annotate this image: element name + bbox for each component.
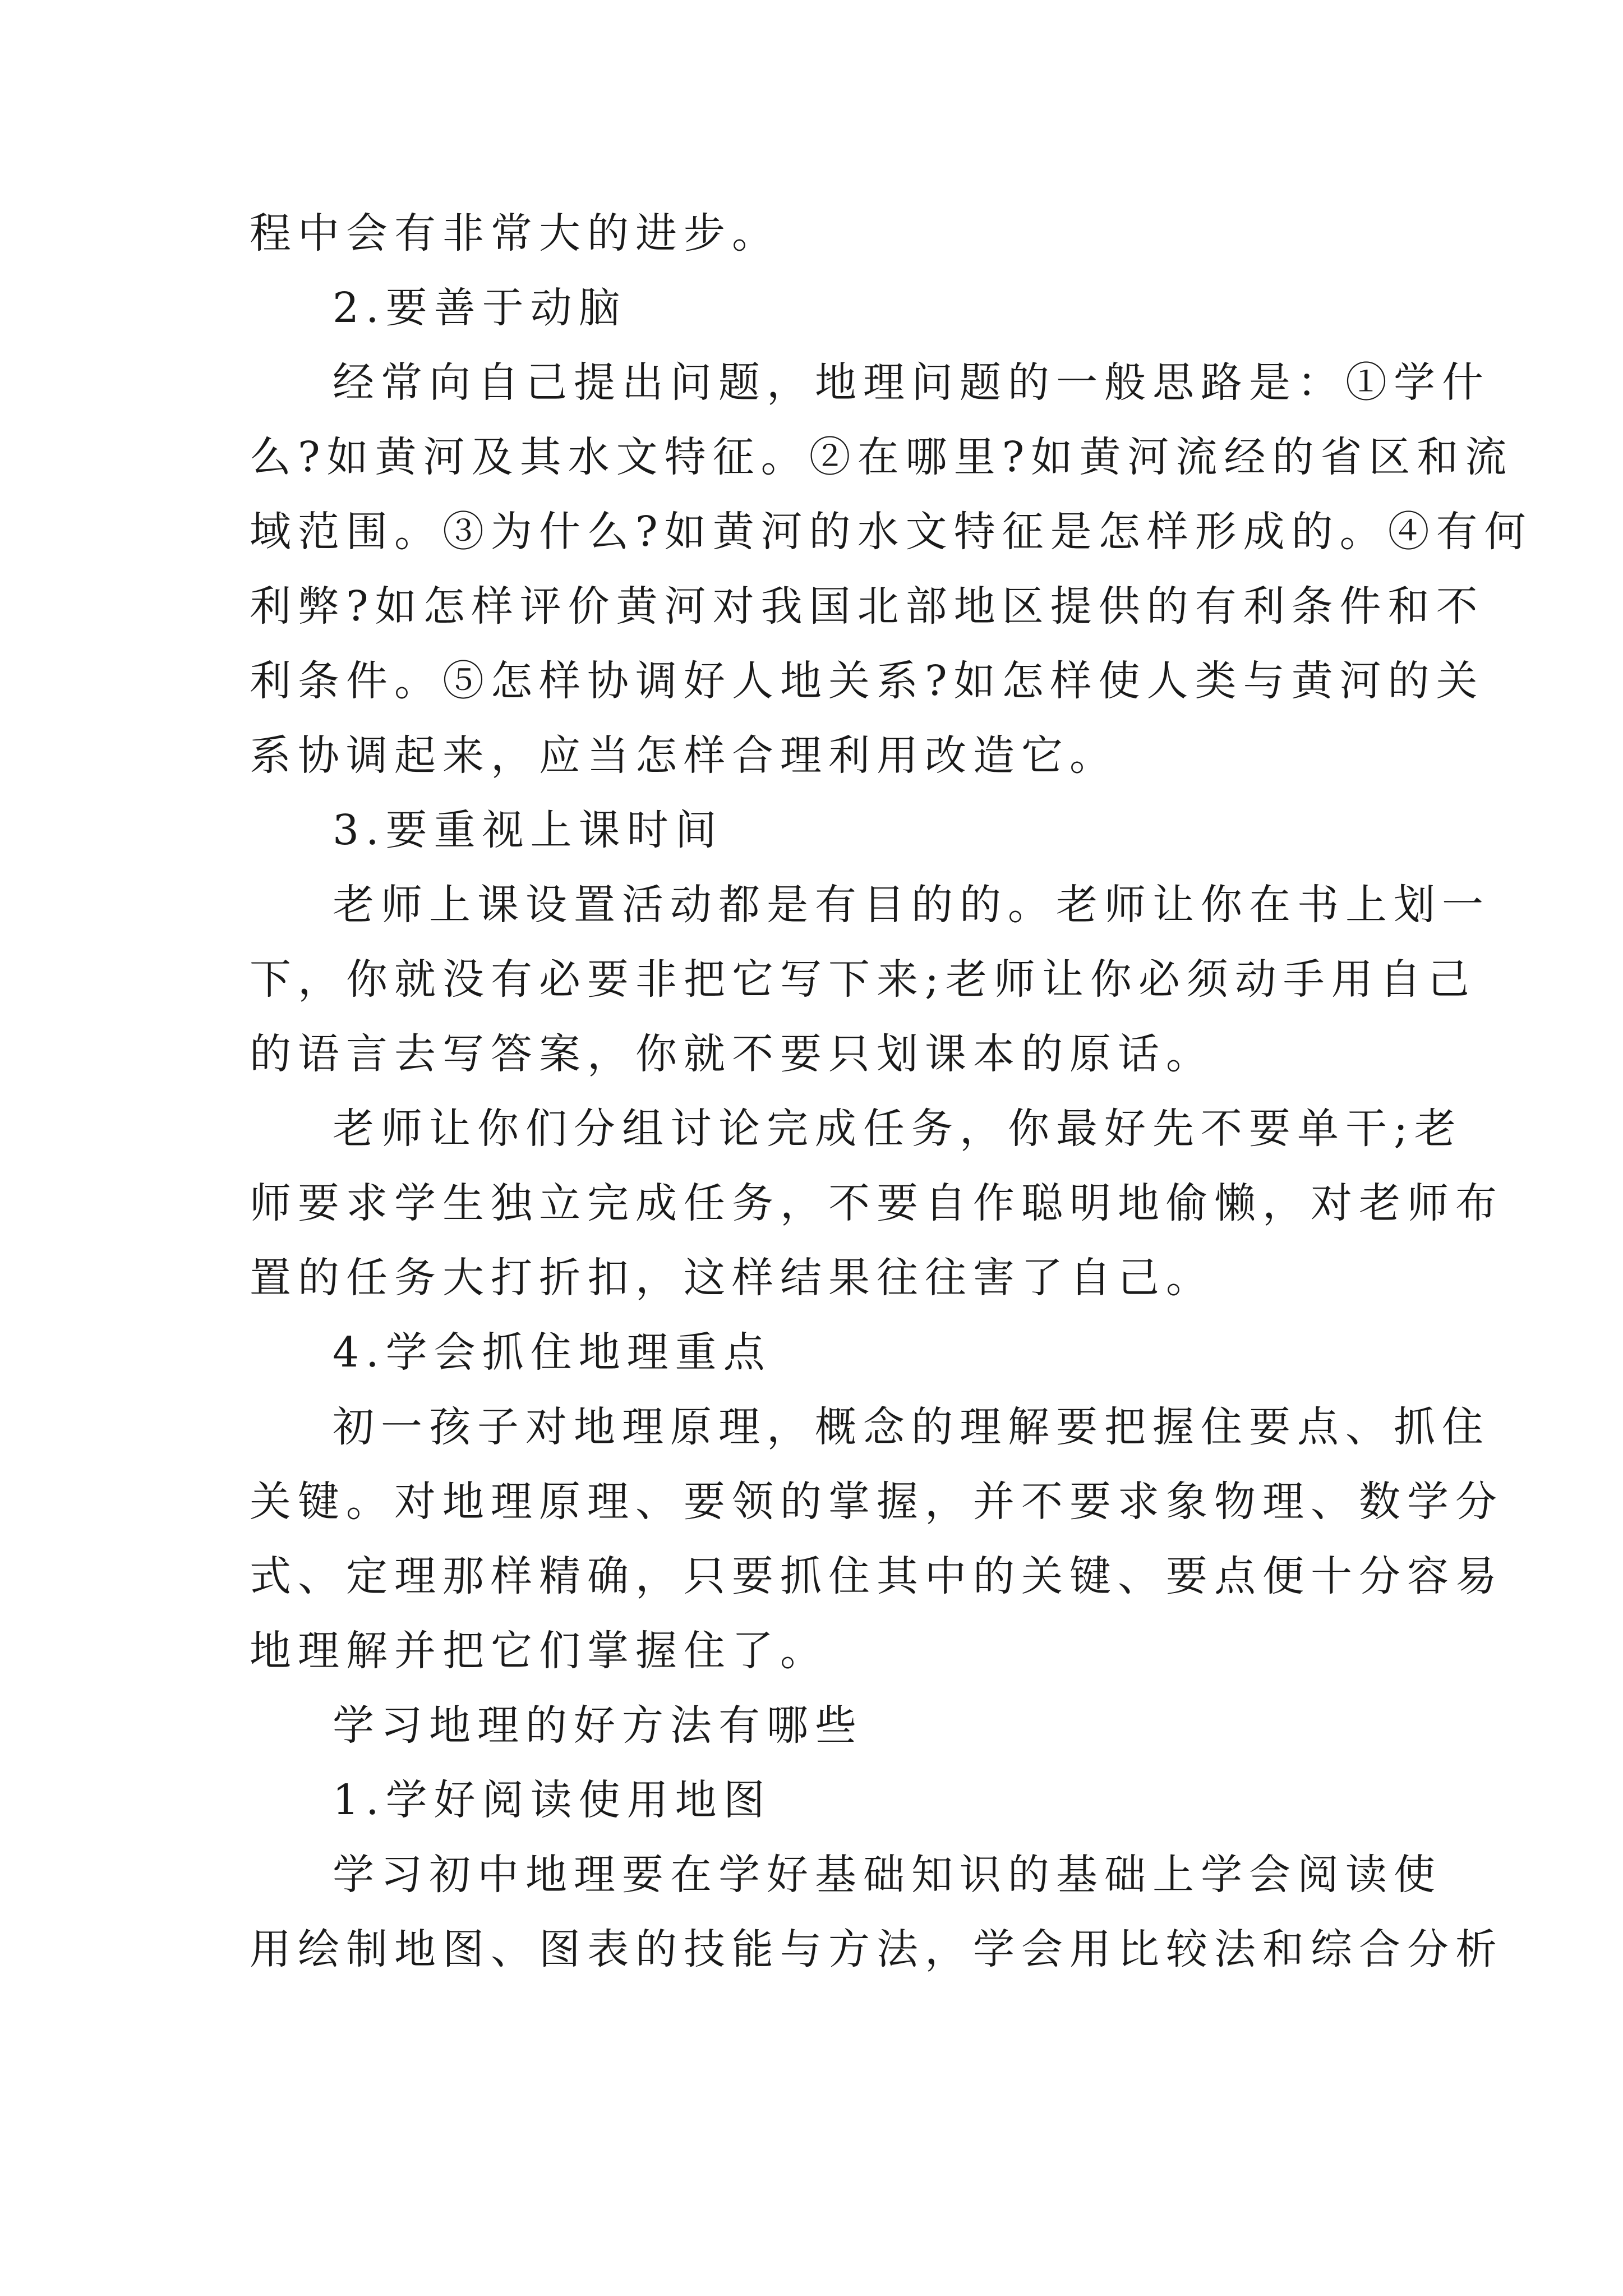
text-line: 程中会有非常大的进步。 — [250, 209, 780, 257]
paragraph-line: 么?如黄河及其水文特征。②在哪里?如黄河流经的省区和流 — [250, 433, 1514, 481]
section-heading: 3.要重视上课时间 — [333, 806, 723, 854]
paragraph-line: 初一孩子对地理原理，概念的理解要把握住要点、抓住 — [333, 1403, 1490, 1451]
paragraph-line: 关键。对地理原理、要领的掌握，并不要求象物理、数学分 — [250, 1478, 1504, 1526]
paragraph-line: 利条件。⑤怎样协调好人地关系?如怎样使人类与黄河的关 — [250, 657, 1484, 705]
paragraph-line: 用绘制地图、图表的技能与方法，学会用比较法和综合分析 — [250, 1925, 1504, 1973]
paragraph-line: 师要求学生独立完成任务，不要自作聪明地偷懒，对老师布 — [250, 1179, 1504, 1227]
paragraph-line: 置的任务大打折扣，这样结果往往害了自己。 — [250, 1254, 1214, 1302]
paragraph-line: 域范围。③为什么?如黄河的水文特征是怎样形成的。④有何 — [250, 508, 1533, 556]
paragraph-line: 学习初中地理要在学好基础知识的基础上学会阅读使 — [333, 1851, 1442, 1899]
paragraph-line: 式、定理那样精确，只要抓住其中的关键、要点便十分容易 — [250, 1552, 1504, 1600]
paragraph-line: 经常向自己提出问题，地理问题的一般思路是：①学什 — [333, 358, 1490, 407]
paragraph-line: 老师让你们分组讨论完成任务，你最好先不要单干;老 — [333, 1105, 1463, 1153]
paragraph-line: 老师上课设置活动都是有目的的。老师让你在书上划一 — [333, 881, 1490, 929]
paragraph-line: 系协调起来，应当怎样合理利用改造它。 — [250, 731, 1118, 780]
paragraph-line: 利弊?如怎样评价黄河对我国北部地区提供的有利条件和不 — [250, 582, 1484, 631]
section-heading: 4.学会抓住地理重点 — [333, 1328, 772, 1377]
section-title: 学习地理的好方法有哪些 — [333, 1701, 863, 1750]
section-heading: 1.学好阅读使用地图 — [333, 1776, 772, 1824]
paragraph-line: 的语言去写答案，你就不要只划课本的原话。 — [250, 1030, 1214, 1078]
paragraph-line: 下，你就没有必要非把它写下来;老师让你必须动手用自己 — [250, 955, 1476, 1004]
section-heading: 2.要善于动脑 — [333, 284, 627, 332]
paragraph-line: 地理解并把它们掌握住了。 — [250, 1627, 828, 1675]
